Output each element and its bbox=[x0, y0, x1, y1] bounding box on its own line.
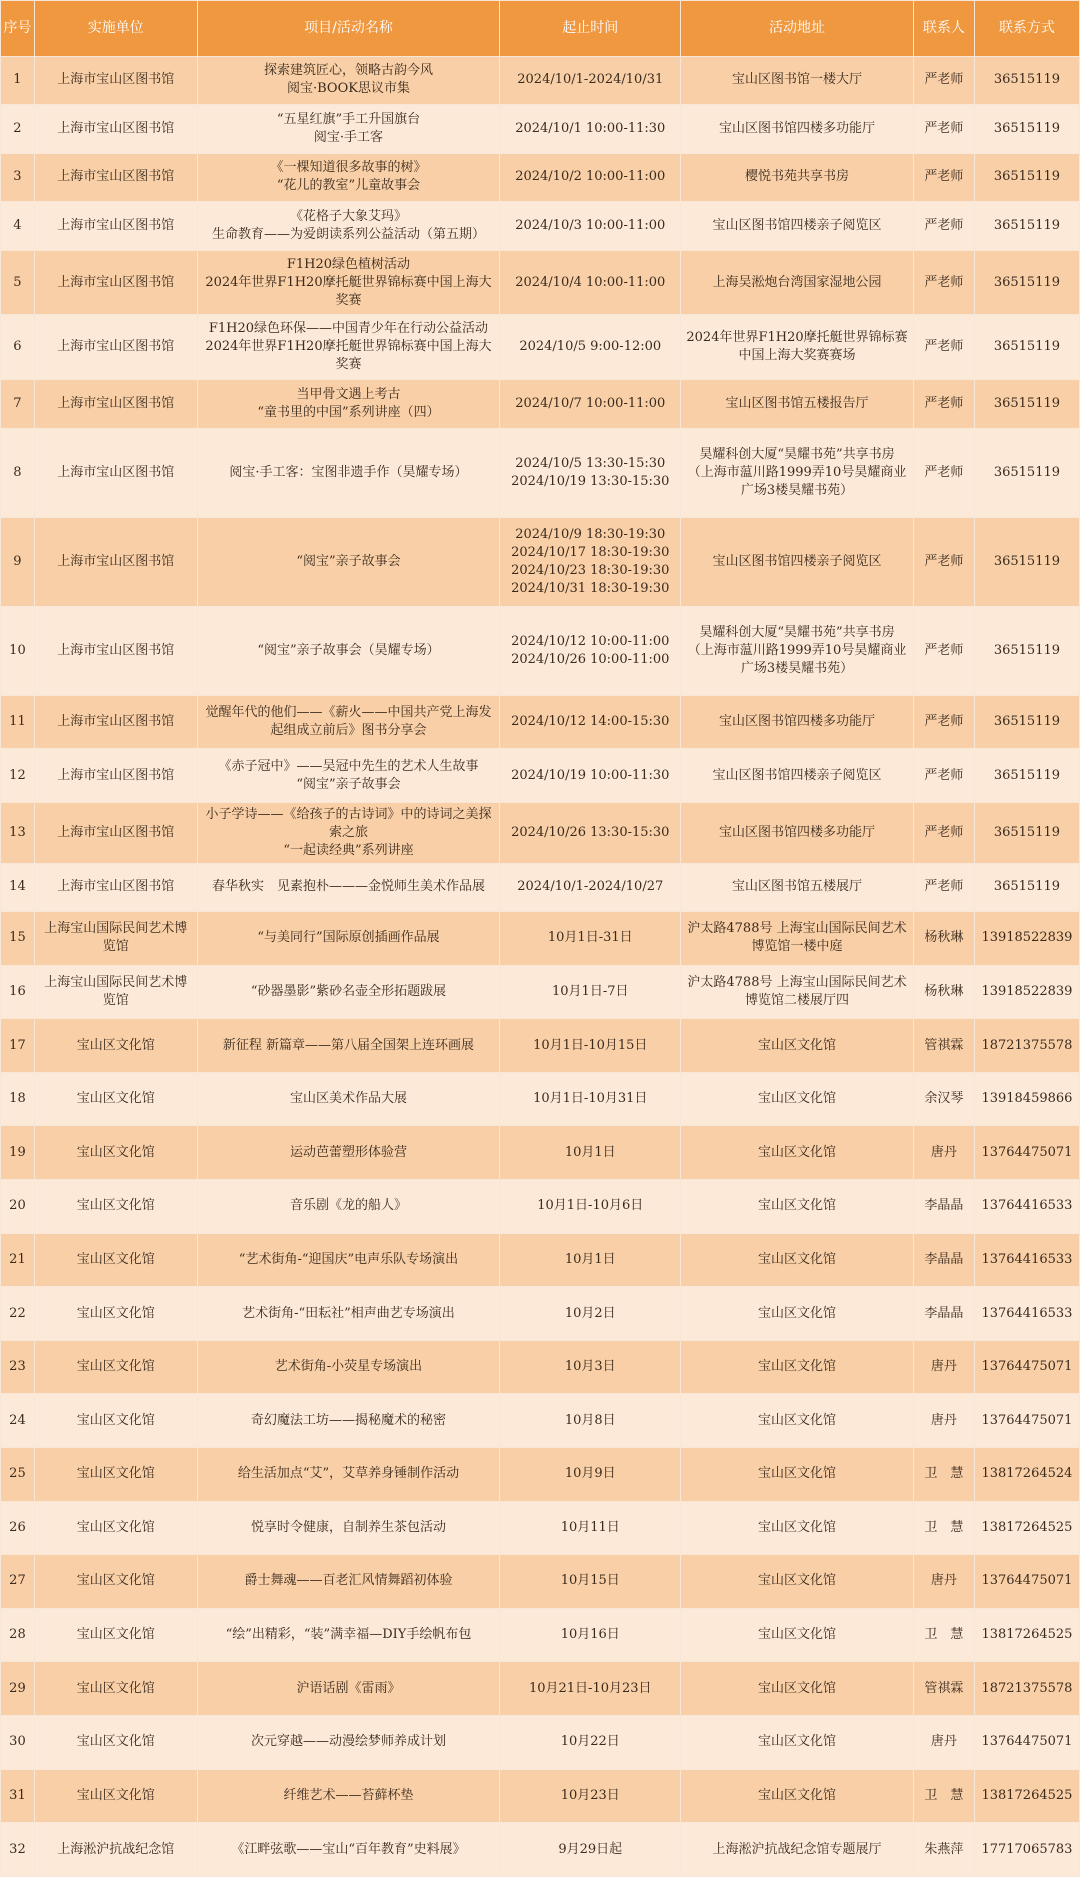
cell-time: 2024/10/12 10:00-11:00 2024/10/26 10:00-11:00 bbox=[500, 606, 681, 695]
cell-organizer: 上海宝山国际民间艺术博览馆 bbox=[34, 965, 197, 1019]
cell-index: 2 bbox=[1, 105, 35, 154]
cell-organizer: 上海市宝山区图书馆 bbox=[34, 863, 197, 912]
cell-phone: 13764475071 bbox=[974, 1555, 1079, 1609]
cell-time: 2024/10/1 10:00-11:30 bbox=[500, 105, 681, 154]
cell-address: 沪太路4788号 上海宝山国际民间艺术博览馆二楼展厅四 bbox=[681, 965, 914, 1019]
cell-index: 21 bbox=[1, 1233, 35, 1287]
cell-contact: 卫 慧 bbox=[913, 1501, 974, 1555]
cell-organizer: 宝山区文化馆 bbox=[34, 1447, 197, 1501]
table-row bbox=[1, 1608, 1080, 1662]
cell-time: 2024/10/1-2024/10/31 bbox=[500, 56, 681, 105]
table-row bbox=[1, 1233, 1080, 1287]
cell-contact: 唐丹 bbox=[913, 1394, 974, 1448]
table-row bbox=[1, 695, 1080, 749]
cell-address: 宝山区图书馆四楼亲子阅览区 bbox=[681, 517, 914, 606]
cell-organizer: 宝山区文化馆 bbox=[34, 1555, 197, 1609]
table-row bbox=[1, 1662, 1080, 1716]
cell-contact: 管祺霖 bbox=[913, 1019, 974, 1073]
cell-organizer: 上海市宝山区图书馆 bbox=[34, 606, 197, 695]
cell-contact: 朱燕萍 bbox=[913, 1823, 974, 1877]
cell-address: 宝山区图书馆五楼报告厅 bbox=[681, 380, 914, 429]
header-activity: 项目/活动名称 bbox=[197, 1, 500, 57]
cell-index: 11 bbox=[1, 695, 35, 749]
cell-organizer: 上海市宝山区图书馆 bbox=[34, 749, 197, 803]
cell-organizer: 上海宝山国际民间艺术博览馆 bbox=[34, 912, 197, 966]
cell-address: 宝山区文化馆 bbox=[681, 1180, 914, 1234]
cell-phone: 36515119 bbox=[974, 105, 1079, 154]
cell-index: 29 bbox=[1, 1662, 35, 1716]
cell-phone: 36515119 bbox=[974, 863, 1079, 912]
cell-index: 12 bbox=[1, 749, 35, 803]
cell-time: 2024/10/26 13:30-15:30 bbox=[500, 802, 681, 863]
cell-organizer: 宝山区文化馆 bbox=[34, 1019, 197, 1073]
cell-phone: 36515119 bbox=[974, 380, 1079, 429]
cell-address: 昊耀科创大厦“昊耀书苑”共享书房 （上海市蕰川路1999弄10号昊耀商业广场3楼昊耀书苑） bbox=[681, 606, 914, 695]
cell-contact: 严老师 bbox=[913, 153, 974, 202]
cell-phone: 13764416533 bbox=[974, 1287, 1079, 1341]
table-row bbox=[1, 517, 1080, 606]
table-row bbox=[1, 1447, 1080, 1501]
cell-contact: 严老师 bbox=[913, 56, 974, 105]
cell-organizer: 上海市宝山区图书馆 bbox=[34, 250, 197, 315]
cell-activity: “与美同行”国际原创插画作品展 bbox=[197, 912, 500, 966]
cell-phone: 13817264525 bbox=[974, 1769, 1079, 1823]
cell-organizer: 上海市宝山区图书馆 bbox=[34, 380, 197, 429]
table-row bbox=[1, 1769, 1080, 1823]
cell-address: 上海吴淞炮台湾国家湿地公园 bbox=[681, 250, 914, 315]
cell-contact: 唐丹 bbox=[913, 1340, 974, 1394]
table-row bbox=[1, 1394, 1080, 1448]
cell-organizer: 上海市宝山区图书馆 bbox=[34, 315, 197, 380]
cell-phone: 36515119 bbox=[974, 202, 1079, 251]
cell-activity: 宝山区美术作品大展 bbox=[197, 1072, 500, 1126]
table-row bbox=[1, 1072, 1080, 1126]
table-row bbox=[1, 315, 1080, 380]
cell-phone: 13918522839 bbox=[974, 965, 1079, 1019]
table-row bbox=[1, 380, 1080, 429]
cell-organizer: 上海市宝山区图书馆 bbox=[34, 56, 197, 105]
cell-address: 宝山区文化馆 bbox=[681, 1447, 914, 1501]
cell-time: 10月21日-10月23日 bbox=[500, 1662, 681, 1716]
cell-activity: 觉醒年代的他们——《薪火——中国共产党上海发起组成立前后》图书分享会 bbox=[197, 695, 500, 749]
table-row bbox=[1, 863, 1080, 912]
cell-phone: 13764475071 bbox=[974, 1340, 1079, 1394]
cell-index: 32 bbox=[1, 1823, 35, 1877]
cell-phone: 13764475071 bbox=[974, 1394, 1079, 1448]
cell-activity: F1H20绿色植树活动 2024年世界F1H20摩托艇世界锦标赛中国上海大奖赛 bbox=[197, 250, 500, 315]
table-row bbox=[1, 749, 1080, 803]
cell-address: 宝山区文化馆 bbox=[681, 1287, 914, 1341]
cell-organizer: 宝山区文化馆 bbox=[34, 1769, 197, 1823]
cell-activity: 小子学诗——《给孩子的古诗词》中的诗词之美探索之旅 “一起读经典”系列讲座 bbox=[197, 802, 500, 863]
table-row bbox=[1, 1501, 1080, 1555]
cell-activity: 奇幻魔法工坊——揭秘魔术的秘密 bbox=[197, 1394, 500, 1448]
cell-address: 宝山区图书馆四楼亲子阅览区 bbox=[681, 749, 914, 803]
cell-activity: 探索建筑匠心，领略古韵今风 阅宝·BOOK思议市集 bbox=[197, 56, 500, 105]
cell-contact: 严老师 bbox=[913, 517, 974, 606]
cell-address: 上海淞沪抗战纪念馆专题展厅 bbox=[681, 1823, 914, 1877]
cell-contact: 严老师 bbox=[913, 802, 974, 863]
cell-phone: 36515119 bbox=[974, 517, 1079, 606]
cell-time: 10月1日-10月15日 bbox=[500, 1019, 681, 1073]
cell-activity: 给生活加点“艾”，艾草养身锤制作活动 bbox=[197, 1447, 500, 1501]
cell-organizer: 宝山区文化馆 bbox=[34, 1287, 197, 1341]
cell-address: 宝山区文化馆 bbox=[681, 1769, 914, 1823]
cell-phone: 13918522839 bbox=[974, 912, 1079, 966]
header-index: 序号 bbox=[1, 1, 35, 57]
cell-activity: “砂器墨影”紫砂名壶全形拓题跋展 bbox=[197, 965, 500, 1019]
cell-contact: 李晶晶 bbox=[913, 1287, 974, 1341]
cell-phone: 13817264525 bbox=[974, 1608, 1079, 1662]
cell-contact: 严老师 bbox=[913, 749, 974, 803]
cell-address: 昊耀科创大厦“昊耀书苑”共享书房 （上海市蕰川路1999弄10号昊耀商业广场3楼昊耀书苑） bbox=[681, 428, 914, 517]
cell-address: 宝山区文化馆 bbox=[681, 1715, 914, 1769]
cell-index: 15 bbox=[1, 912, 35, 966]
cell-contact: 余汉琴 bbox=[913, 1072, 974, 1126]
cell-activity: 沪语话剧《雷雨》 bbox=[197, 1662, 500, 1716]
cell-index: 14 bbox=[1, 863, 35, 912]
cell-contact: 唐丹 bbox=[913, 1555, 974, 1609]
cell-activity: 悦享时令健康，自制养生茶包活动 bbox=[197, 1501, 500, 1555]
cell-time: 10月22日 bbox=[500, 1715, 681, 1769]
cell-time: 2024/10/3 10:00-11:00 bbox=[500, 202, 681, 251]
cell-address: 宝山区文化馆 bbox=[681, 1126, 914, 1180]
cell-time: 2024/10/1-2024/10/27 bbox=[500, 863, 681, 912]
cell-time: 10月1日-31日 bbox=[500, 912, 681, 966]
cell-index: 26 bbox=[1, 1501, 35, 1555]
cell-activity: 新征程 新篇章——第八届全国架上连环画展 bbox=[197, 1019, 500, 1073]
cell-address: 宝山区文化馆 bbox=[681, 1340, 914, 1394]
cell-activity: 当甲骨文遇上考古 “童书里的中国”系列讲座（四） bbox=[197, 380, 500, 429]
cell-activity: 春华秋实 见素抱朴———金悦师生美术作品展 bbox=[197, 863, 500, 912]
cell-contact: 李晶晶 bbox=[913, 1233, 974, 1287]
cell-time: 10月23日 bbox=[500, 1769, 681, 1823]
cell-phone: 13764475071 bbox=[974, 1126, 1079, 1180]
cell-activity: “阅宝”亲子故事会（昊耀专场） bbox=[197, 606, 500, 695]
cell-activity: 《花格子大象艾玛》 生命教育——为爱朗读系列公益活动（第五期） bbox=[197, 202, 500, 251]
cell-phone: 18721375578 bbox=[974, 1662, 1079, 1716]
cell-phone: 36515119 bbox=[974, 250, 1079, 315]
header-organizer: 实施单位 bbox=[34, 1, 197, 57]
cell-contact: 卫 慧 bbox=[913, 1447, 974, 1501]
cell-activity: 艺术街角-小荧星专场演出 bbox=[197, 1340, 500, 1394]
cell-time: 10月1日 bbox=[500, 1233, 681, 1287]
cell-index: 9 bbox=[1, 517, 35, 606]
cell-phone: 36515119 bbox=[974, 695, 1079, 749]
cell-phone: 13918459866 bbox=[974, 1072, 1079, 1126]
cell-contact: 严老师 bbox=[913, 863, 974, 912]
cell-activity: 《一棵知道很多故事的树》 “花儿的教室”儿童故事会 bbox=[197, 153, 500, 202]
cell-time: 2024/10/5 9:00-12:00 bbox=[500, 315, 681, 380]
cell-organizer: 宝山区文化馆 bbox=[34, 1180, 197, 1234]
cell-index: 13 bbox=[1, 802, 35, 863]
cell-index: 23 bbox=[1, 1340, 35, 1394]
cell-organizer: 上海市宝山区图书馆 bbox=[34, 802, 197, 863]
cell-contact: 严老师 bbox=[913, 428, 974, 517]
cell-address: 宝山区图书馆四楼多功能厅 bbox=[681, 105, 914, 154]
table-row bbox=[1, 965, 1080, 1019]
cell-index: 20 bbox=[1, 1180, 35, 1234]
cell-time: 2024/10/7 10:00-11:00 bbox=[500, 380, 681, 429]
cell-time: 10月9日 bbox=[500, 1447, 681, 1501]
cell-time: 10月1日-10月31日 bbox=[500, 1072, 681, 1126]
cell-phone: 36515119 bbox=[974, 153, 1079, 202]
cell-index: 18 bbox=[1, 1072, 35, 1126]
cell-organizer: 上海市宝山区图书馆 bbox=[34, 202, 197, 251]
cell-organizer: 上海市宝山区图书馆 bbox=[34, 695, 197, 749]
cell-address: 宝山区文化馆 bbox=[681, 1233, 914, 1287]
cell-activity: F1H20绿色环保——中国青少年在行动公益活动 2024年世界F1H20摩托艇世界锦标赛中国上海大奖赛 bbox=[197, 315, 500, 380]
cell-time: 10月1日-7日 bbox=[500, 965, 681, 1019]
cell-address: 樱悦书苑共享书房 bbox=[681, 153, 914, 202]
cell-time: 10月1日-10月6日 bbox=[500, 1180, 681, 1234]
cell-address: 宝山区文化馆 bbox=[681, 1072, 914, 1126]
cell-time: 2024/10/4 10:00-11:00 bbox=[500, 250, 681, 315]
cell-contact: 严老师 bbox=[913, 606, 974, 695]
cell-address: 宝山区文化馆 bbox=[681, 1555, 914, 1609]
cell-index: 25 bbox=[1, 1447, 35, 1501]
cell-time: 10月15日 bbox=[500, 1555, 681, 1609]
cell-time: 2024/10/5 13:30-15:30 2024/10/19 13:30-15:30 bbox=[500, 428, 681, 517]
cell-organizer: 宝山区文化馆 bbox=[34, 1394, 197, 1448]
cell-address: 宝山区文化馆 bbox=[681, 1019, 914, 1073]
cell-phone: 17717065783 bbox=[974, 1823, 1079, 1877]
cell-phone: 36515119 bbox=[974, 606, 1079, 695]
cell-phone: 13764416533 bbox=[974, 1180, 1079, 1234]
cell-organizer: 上海市宝山区图书馆 bbox=[34, 153, 197, 202]
cell-index: 8 bbox=[1, 428, 35, 517]
cell-time: 2024/10/12 14:00-15:30 bbox=[500, 695, 681, 749]
cell-address: 宝山区图书馆四楼多功能厅 bbox=[681, 802, 914, 863]
cell-address: 宝山区文化馆 bbox=[681, 1394, 914, 1448]
cell-time: 10月8日 bbox=[500, 1394, 681, 1448]
table-row bbox=[1, 1019, 1080, 1073]
cell-organizer: 宝山区文化馆 bbox=[34, 1340, 197, 1394]
cell-activity: 阅宝·手工客：宝图非遗手作（昊耀专场） bbox=[197, 428, 500, 517]
cell-activity: 音乐剧《龙的船人》 bbox=[197, 1180, 500, 1234]
header-time: 起止时间 bbox=[500, 1, 681, 57]
table-row bbox=[1, 153, 1080, 202]
cell-index: 28 bbox=[1, 1608, 35, 1662]
cell-phone: 36515119 bbox=[974, 749, 1079, 803]
cell-index: 1 bbox=[1, 56, 35, 105]
cell-time: 2024/10/19 10:00-11:30 bbox=[500, 749, 681, 803]
cell-address: 宝山区图书馆四楼多功能厅 bbox=[681, 695, 914, 749]
cell-phone: 36515119 bbox=[974, 56, 1079, 105]
table-row bbox=[1, 428, 1080, 517]
table-row bbox=[1, 1287, 1080, 1341]
table-row bbox=[1, 202, 1080, 251]
cell-organizer: 宝山区文化馆 bbox=[34, 1715, 197, 1769]
cell-time: 2024/10/2 10:00-11:00 bbox=[500, 153, 681, 202]
table-row bbox=[1, 1180, 1080, 1234]
cell-organizer: 宝山区文化馆 bbox=[34, 1072, 197, 1126]
cell-phone: 36515119 bbox=[974, 802, 1079, 863]
cell-organizer: 上海市宝山区图书馆 bbox=[34, 517, 197, 606]
cell-index: 31 bbox=[1, 1769, 35, 1823]
cell-contact: 严老师 bbox=[913, 105, 974, 154]
cell-time: 10月16日 bbox=[500, 1608, 681, 1662]
header-row bbox=[1, 1, 1080, 57]
cell-activity: 爵士舞魂——百老汇风情舞蹈初体验 bbox=[197, 1555, 500, 1609]
cell-time: 10月1日 bbox=[500, 1126, 681, 1180]
table-row bbox=[1, 912, 1080, 966]
cell-contact: 卫 慧 bbox=[913, 1769, 974, 1823]
cell-time: 10月2日 bbox=[500, 1287, 681, 1341]
cell-index: 16 bbox=[1, 965, 35, 1019]
cell-index: 5 bbox=[1, 250, 35, 315]
cell-time: 10月11日 bbox=[500, 1501, 681, 1555]
cell-index: 6 bbox=[1, 315, 35, 380]
cell-index: 10 bbox=[1, 606, 35, 695]
cell-address: 宝山区文化馆 bbox=[681, 1608, 914, 1662]
cell-contact: 卫 慧 bbox=[913, 1608, 974, 1662]
cell-phone: 13817264525 bbox=[974, 1501, 1079, 1555]
table-row bbox=[1, 802, 1080, 863]
cell-address: 宝山区文化馆 bbox=[681, 1662, 914, 1716]
cell-organizer: 上海淞沪抗战纪念馆 bbox=[34, 1823, 197, 1877]
cell-contact: 严老师 bbox=[913, 202, 974, 251]
cell-index: 19 bbox=[1, 1126, 35, 1180]
cell-address: 宝山区文化馆 bbox=[681, 1501, 914, 1555]
cell-address: 宝山区图书馆一楼大厅 bbox=[681, 56, 914, 105]
cell-index: 4 bbox=[1, 202, 35, 251]
cell-activity: 次元穿越——动漫绘梦师养成计划 bbox=[197, 1715, 500, 1769]
cell-contact: 严老师 bbox=[913, 315, 974, 380]
cell-activity: 纤维艺术——苔藓杯垫 bbox=[197, 1769, 500, 1823]
cell-phone: 13817264524 bbox=[974, 1447, 1079, 1501]
cell-phone: 18721375578 bbox=[974, 1019, 1079, 1073]
cell-contact: 杨秋琳 bbox=[913, 965, 974, 1019]
cell-contact: 管祺霖 bbox=[913, 1662, 974, 1716]
cell-address: 宝山区图书馆五楼展厅 bbox=[681, 863, 914, 912]
cell-index: 30 bbox=[1, 1715, 35, 1769]
cell-activity: “阅宝”亲子故事会 bbox=[197, 517, 500, 606]
cell-contact: 唐丹 bbox=[913, 1126, 974, 1180]
header-contact: 联系人 bbox=[913, 1, 974, 57]
cell-activity: “五星红旗”手工升国旗台 阅宝·手工客 bbox=[197, 105, 500, 154]
cell-contact: 严老师 bbox=[913, 250, 974, 315]
cell-time: 2024/10/9 18:30-19:30 2024/10/17 18:30-19:30 2024/10/23 18:30-19:30 2024/10/31 18:30-19:30 bbox=[500, 517, 681, 606]
cell-index: 3 bbox=[1, 153, 35, 202]
cell-activity: 《江畔弦歌——宝山“百年教育”史料展》 bbox=[197, 1823, 500, 1877]
cell-organizer: 宝山区文化馆 bbox=[34, 1126, 197, 1180]
table-row bbox=[1, 1823, 1080, 1877]
table-row bbox=[1, 250, 1080, 315]
cell-phone: 13764416533 bbox=[974, 1233, 1079, 1287]
cell-time: 9月29日起 bbox=[500, 1823, 681, 1877]
cell-index: 17 bbox=[1, 1019, 35, 1073]
cell-address: 宝山区图书馆四楼亲子阅览区 bbox=[681, 202, 914, 251]
cell-activity: “绘”出精彩，“装”满幸福—DIY手绘帆布包 bbox=[197, 1608, 500, 1662]
cell-phone: 13764475071 bbox=[974, 1715, 1079, 1769]
cell-index: 27 bbox=[1, 1555, 35, 1609]
cell-index: 22 bbox=[1, 1287, 35, 1341]
table-row bbox=[1, 1555, 1080, 1609]
cell-activity: 《赤子冠中》——吴冠中先生的艺术人生故事 “阅宝”亲子故事会 bbox=[197, 749, 500, 803]
cell-contact: 严老师 bbox=[913, 695, 974, 749]
table-row bbox=[1, 1340, 1080, 1394]
cell-phone: 36515119 bbox=[974, 315, 1079, 380]
cell-index: 24 bbox=[1, 1394, 35, 1448]
cell-organizer: 宝山区文化馆 bbox=[34, 1501, 197, 1555]
header-address: 活动地址 bbox=[681, 1, 914, 57]
cell-index: 7 bbox=[1, 380, 35, 429]
cell-time: 10月3日 bbox=[500, 1340, 681, 1394]
cell-activity: 艺术街角-“田耘社”相声曲艺专场演出 bbox=[197, 1287, 500, 1341]
cell-address: 沪太路4788号 上海宝山国际民间艺术博览馆一楼中庭 bbox=[681, 912, 914, 966]
cell-phone: 36515119 bbox=[974, 428, 1079, 517]
table-row bbox=[1, 1126, 1080, 1180]
table-row bbox=[1, 606, 1080, 695]
cell-organizer: 上海市宝山区图书馆 bbox=[34, 428, 197, 517]
cell-activity: 运动芭蕾塑形体验营 bbox=[197, 1126, 500, 1180]
cell-contact: 严老师 bbox=[913, 380, 974, 429]
cell-organizer: 上海市宝山区图书馆 bbox=[34, 105, 197, 154]
cell-organizer: 宝山区文化馆 bbox=[34, 1608, 197, 1662]
table-row bbox=[1, 105, 1080, 154]
header-phone: 联系方式 bbox=[974, 1, 1079, 57]
table-row bbox=[1, 1715, 1080, 1769]
cell-address: 2024年世界F1H20摩托艇世界锦标赛中国上海大奖赛赛场 bbox=[681, 315, 914, 380]
cell-organizer: 宝山区文化馆 bbox=[34, 1233, 197, 1287]
cell-contact: 李晶晶 bbox=[913, 1180, 974, 1234]
cell-contact: 唐丹 bbox=[913, 1715, 974, 1769]
cell-activity: “艺术街角-“迎国庆”电声乐队专场演出 bbox=[197, 1233, 500, 1287]
table-row bbox=[1, 56, 1080, 105]
cell-contact: 杨秋琳 bbox=[913, 912, 974, 966]
cell-organizer: 宝山区文化馆 bbox=[34, 1662, 197, 1716]
